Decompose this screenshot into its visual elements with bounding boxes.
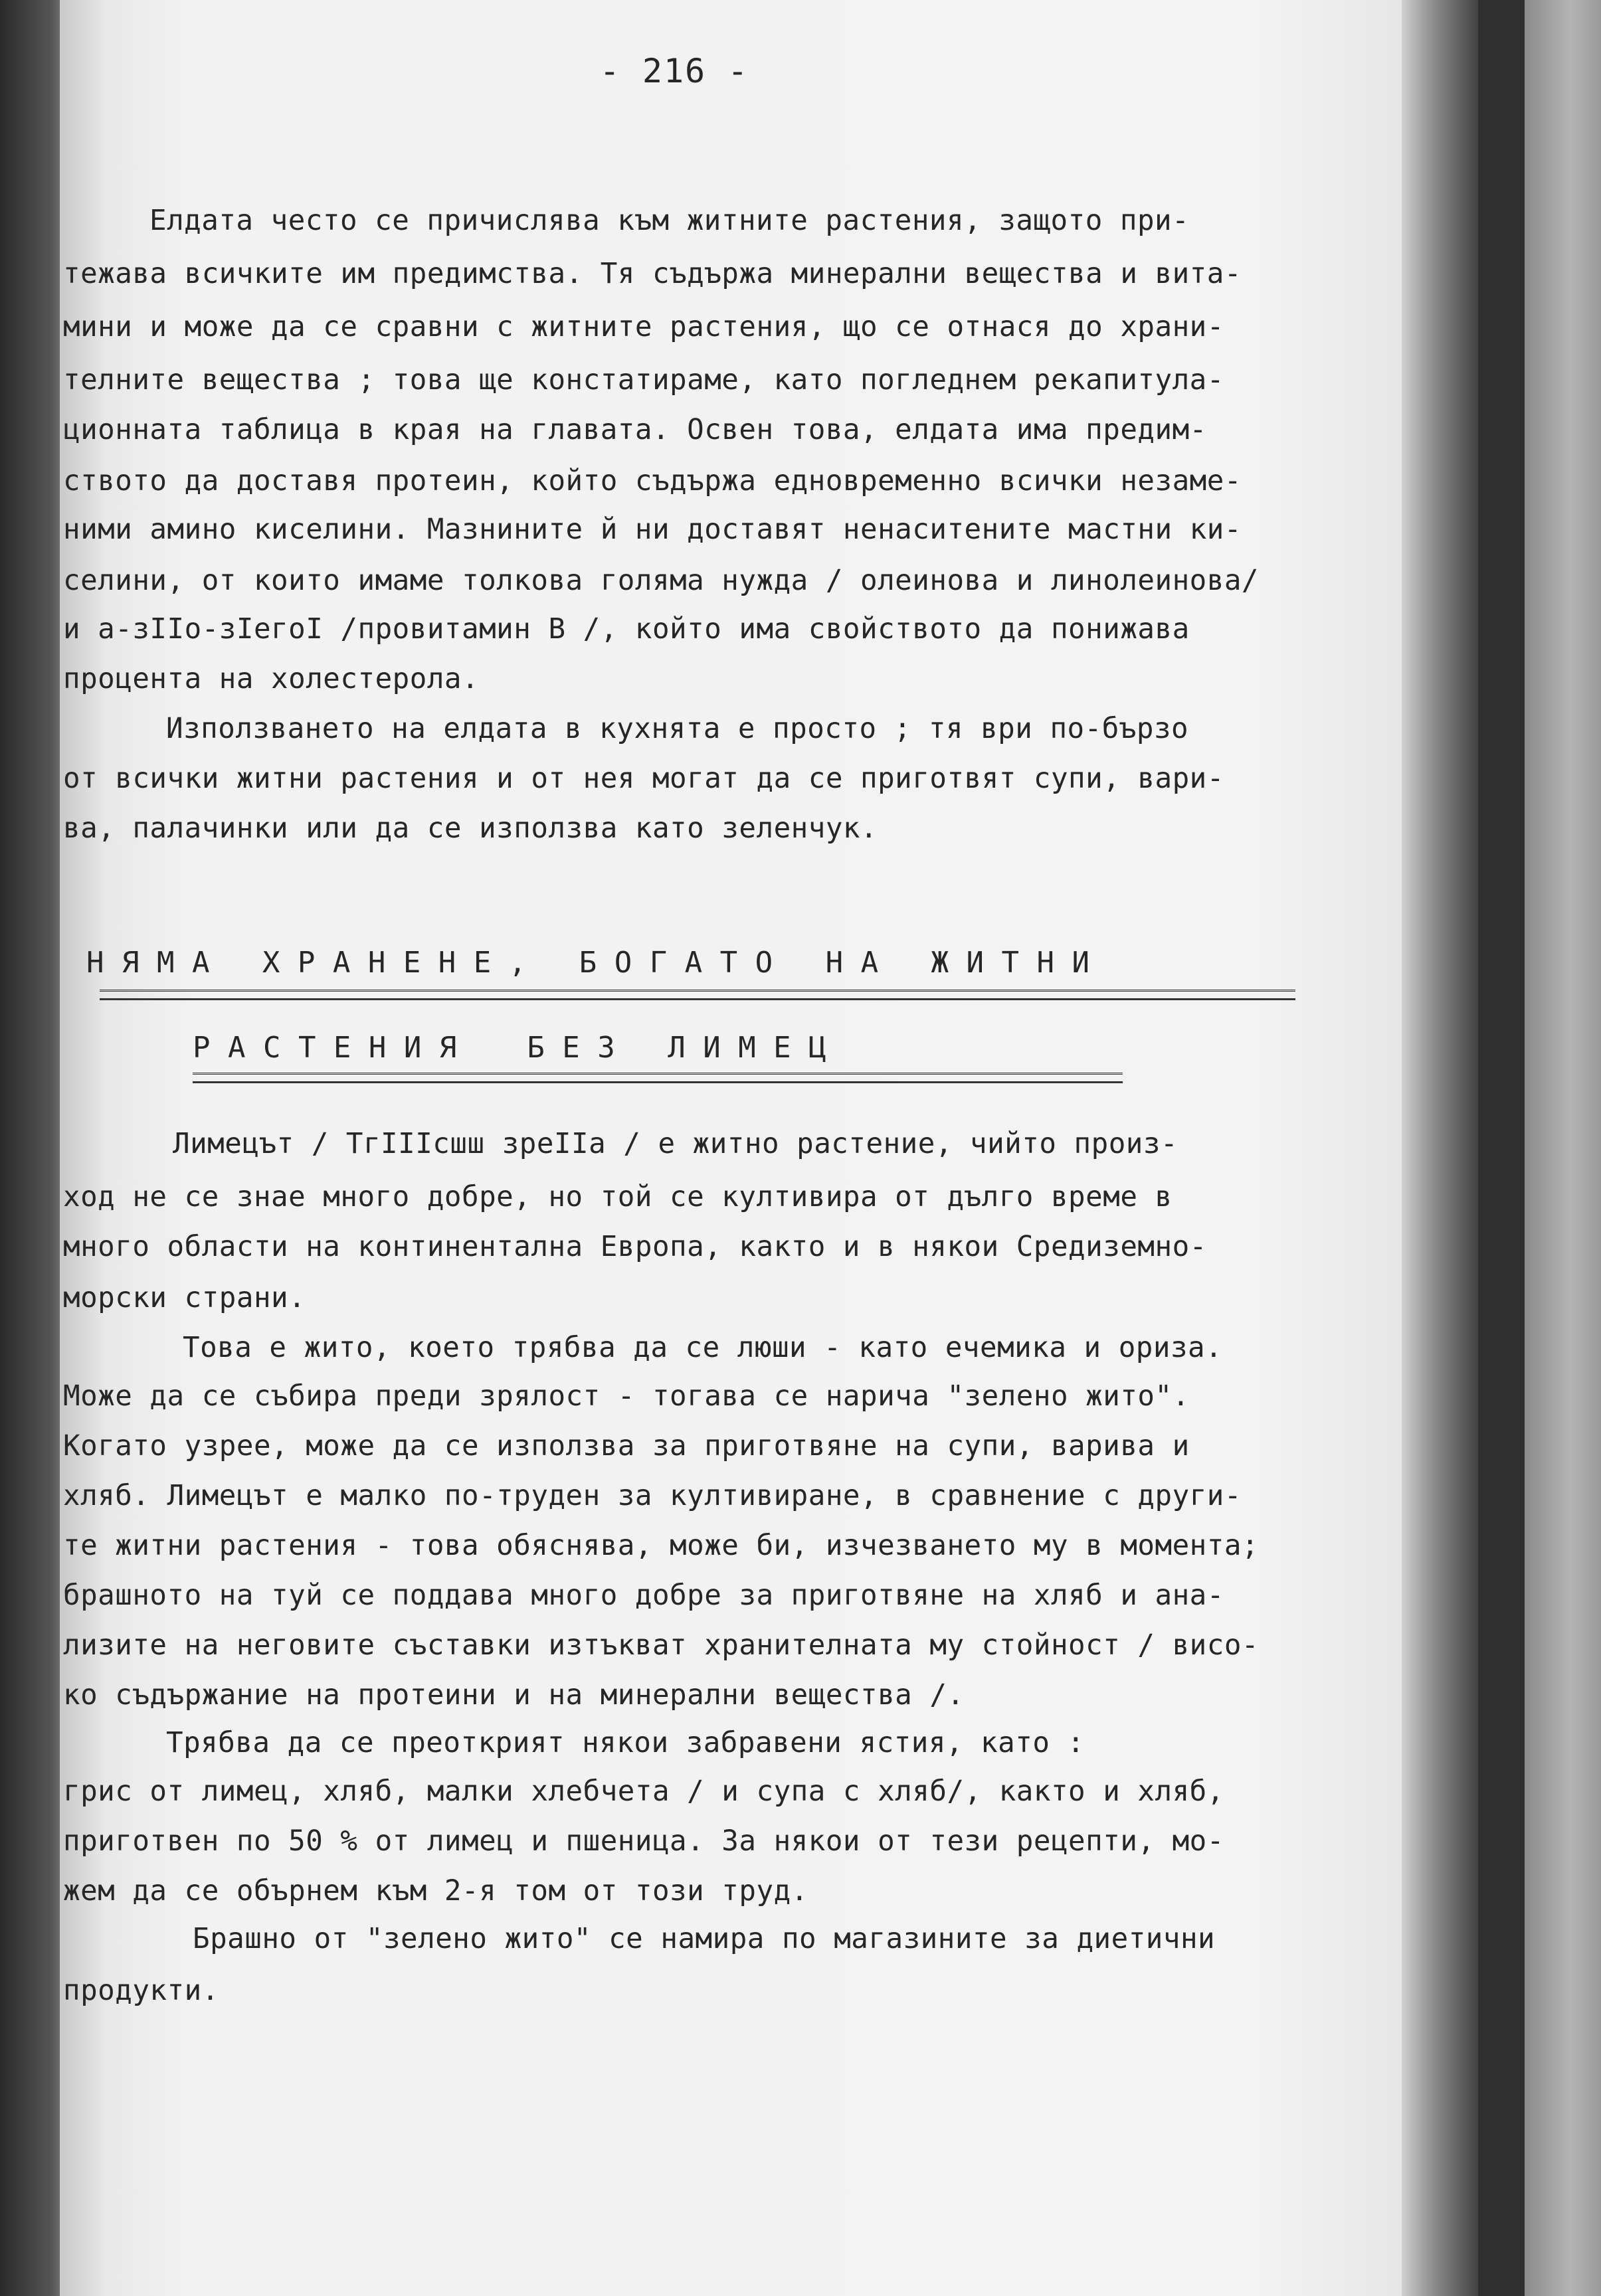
text-line: Лимецът / ТгIIIсшш зреIIа / е житно растение, чийто произ- [173,1128,1178,1160]
text-line: Трябва да се преоткрият някои забравени ястия, като : [166,1727,1085,1759]
heading-underline [193,1073,1123,1083]
text-line: процента на холестерола. [63,663,480,695]
text-line: брашното на туй се поддава много добре за приготвяне на хляб и ана- [63,1579,1224,1612]
text-line: Използването на елдата в кухнята е просто ; тя ври по-бързо [166,713,1189,745]
section-heading-line2: Р А С Т Е Н И Я Б Е З Л И М Е Ц [193,1031,826,1065]
heading-underline [100,990,1295,1000]
text-line: ход не се знае много добре, но той се култивира от дълго време в [63,1181,1173,1213]
text-line: жем да се обърнем към 2-я том от този труд. [63,1875,808,1907]
text-line: грис от лимец, хляб, малки хлебчета / и супа с хляб/, както и хляб, [63,1775,1224,1808]
text-line: от всички житни растения и от нея могат да се приготвят супи, вари- [63,762,1224,795]
section-heading-line1: Н Я М А Х Р А Н Е Н Е , Б О Г А Т О Н А Ж И Т Н И [86,946,1089,980]
text-line: приготвен по 50 % от лимец и пшеница. За някои от тези рецепти, мо- [63,1825,1224,1858]
page-number: - 216 - [599,52,749,90]
text-line: морски страни. [63,1282,306,1314]
text-line: те житни растения - това обяснява, може би, изчезването му в момента; [63,1530,1260,1562]
text-line: Брашно от "зелено жито" се намира по магазините за диетични [193,1923,1216,1955]
text-line: ко съдържание на протеини и на минерални вещества /. [63,1679,965,1712]
text-line: телните вещества ; това ще констатираме, като погледнем рекапитула- [63,364,1224,397]
text-line: много области на континентална Европа, както и в някои Средиземно- [63,1231,1207,1263]
text-line: ството да доставя протеин, който съдържа едновременно всички незаме- [63,465,1242,497]
text-line: лизите на неговите съставки изтъкват хранителната му стойност / висо- [63,1629,1260,1662]
text-line: мини и може да се сравни с житните растения, що се отнася до храни- [63,311,1224,343]
text-line: селини, от които имаме толкова голяма нужда / олеинова и линолеинова/ [63,565,1260,597]
text-line: тежава всичките им предимства. Тя съдържа минерални вещества и вита- [63,258,1242,290]
text-line: ва, палачинки или да се използва като зеленчук. [63,812,878,845]
text-line: ционната таблица в края на главата. Освен това, елдата има предим- [63,414,1207,446]
text-line: Може да се събира преди зрялост - тогава се нарича "зелено жито". [63,1380,1190,1413]
text-line: Това е жито, което трябва да се люши - като ечемика и ориза. [183,1332,1223,1364]
text-line: продукти. [63,1975,219,2007]
text-line: хляб. Лимецът е малко по-труден за култивиране, в сравнение с други- [63,1480,1242,1512]
text-line: Елдата често се причислява към житните растения, защото при- [149,205,1190,237]
text-line: Когато узрее, може да се използва за приготвяне на супи, варива и [63,1430,1190,1462]
text-line: и а-зIIо-зIегоI /провитамин В /, който има свойството да понижава [63,613,1190,646]
text-line: ними амино киселини. Мазнините й ни доставят ненаситените мастни ки- [63,513,1242,546]
